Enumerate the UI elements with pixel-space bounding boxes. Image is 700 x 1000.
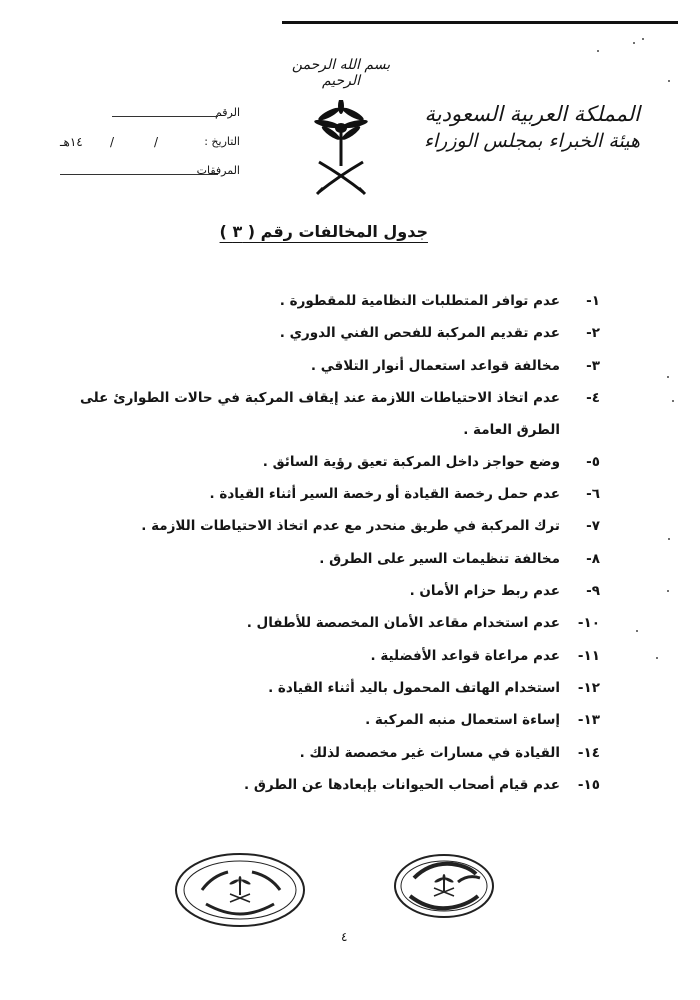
item-number: ١٢- bbox=[577, 679, 600, 696]
bismillah: بسم الله الرحمن الرحيم bbox=[291, 57, 391, 89]
organization-name bbox=[424, 100, 640, 154]
scan-speck bbox=[633, 42, 635, 44]
reference-block bbox=[60, 106, 240, 193]
violation-item bbox=[80, 510, 600, 542]
item-number: ٩- bbox=[586, 583, 600, 600]
item-text: استخدام الهاتف المحمول باليد أثناء القيادة . bbox=[268, 679, 560, 696]
item-text: عدم توافر المتطلبات النظامية للمقطورة . bbox=[279, 293, 560, 309]
scan-speck bbox=[668, 80, 670, 82]
item-number: ١٥- bbox=[577, 776, 600, 793]
item-number: ٥- bbox=[586, 453, 600, 470]
violation-item bbox=[80, 543, 600, 575]
violation-item bbox=[80, 575, 600, 607]
item-number: ١- bbox=[586, 293, 600, 309]
item-text: عدم حمل رخصة القيادة أو رخصة السير أثناء القيادة . bbox=[209, 486, 560, 503]
table-title: جدول المخالفات رقم ( ٣ ) bbox=[219, 222, 428, 241]
item-text: عدم تقديم المركبة للفحص الفني الدوري . bbox=[279, 325, 560, 342]
violation-item bbox=[80, 769, 600, 801]
date-label: التاريخ : bbox=[204, 135, 240, 148]
scan-speck bbox=[656, 657, 658, 659]
reference-blank bbox=[112, 116, 218, 117]
date-year: ١٤هـ bbox=[60, 135, 83, 149]
item-number: ١٤- bbox=[577, 744, 600, 761]
item-number: ١١- bbox=[577, 647, 600, 664]
seal-stamp bbox=[172, 850, 308, 930]
scan-speck bbox=[672, 400, 674, 402]
item-number: ٢- bbox=[586, 325, 600, 342]
date-separator: / bbox=[154, 135, 159, 149]
item-number: ٣- bbox=[586, 357, 600, 374]
attachments-blank bbox=[60, 174, 218, 175]
violation-item bbox=[80, 672, 600, 704]
scan-speck bbox=[667, 590, 669, 592]
page-number: ٤ bbox=[341, 930, 348, 944]
scan-speck bbox=[642, 38, 644, 40]
item-number: ٤- bbox=[586, 389, 600, 406]
violation-item bbox=[80, 350, 600, 382]
violation-item bbox=[80, 382, 600, 446]
violation-item bbox=[80, 478, 600, 510]
agency-name: هيئة الخبراء بمجلس الوزراء bbox=[423, 130, 640, 152]
attachments-label: المرفقات bbox=[196, 164, 240, 177]
item-text: عدم ربط حزام الأمان . bbox=[409, 583, 560, 600]
reference-row bbox=[60, 106, 240, 135]
item-text: عدم قيام أصحاب الحيوانات بإبعادها عن الطرق . bbox=[244, 776, 560, 793]
date-row bbox=[60, 135, 240, 164]
violation-item bbox=[80, 446, 600, 478]
reference-label: الرقم bbox=[214, 106, 240, 119]
violation-item bbox=[80, 704, 600, 736]
scan-speck bbox=[636, 630, 638, 632]
item-number: ٦- bbox=[586, 486, 600, 503]
item-text: مخالفة تنظيمات السير على الطرق . bbox=[319, 550, 560, 567]
item-text: وضع حواجز داخل المركبة تعيق رؤية السائق . bbox=[262, 453, 560, 470]
scan-speck bbox=[667, 376, 669, 378]
violation-item bbox=[80, 640, 600, 672]
item-number: ٨- bbox=[586, 550, 600, 567]
item-number: ٧- bbox=[586, 518, 600, 535]
violation-item bbox=[80, 285, 600, 317]
date-separator: / bbox=[110, 135, 115, 149]
item-text: ترك المركبة في طريق منحدر مع عدم اتخاذ الاحتياطات اللازمة . bbox=[141, 518, 560, 535]
violation-item bbox=[80, 607, 600, 639]
top-rule bbox=[282, 21, 678, 24]
violation-item bbox=[80, 737, 600, 769]
violations-list bbox=[80, 285, 600, 801]
country-name: المملكة العربية السعودية bbox=[424, 102, 640, 126]
attachments-row bbox=[60, 164, 240, 193]
item-text: إساءة استعمال منبه المركبة . bbox=[365, 712, 560, 729]
item-text: مخالفة قواعد استعمال أنوار التلاقي . bbox=[310, 357, 560, 374]
item-number: ١٣- bbox=[577, 712, 600, 729]
item-text: عدم اتخاذ الاحتياطات اللازمة عند إيقاف المركبة في حالات الطوارئ على الطرق العامة . bbox=[80, 389, 560, 438]
emblem-icon bbox=[313, 100, 369, 198]
item-text: عدم استخدام مقاعد الأمان المخصصة للأطفال . bbox=[246, 615, 560, 632]
item-text: عدم مراعاة قواعد الأفضلية . bbox=[370, 647, 560, 664]
item-number: ١٠- bbox=[577, 615, 600, 632]
scan-speck bbox=[597, 50, 599, 52]
scan-speck bbox=[668, 538, 670, 540]
seal-stamp bbox=[392, 852, 496, 920]
item-text: القيادة في مسارات غير مخصصة لذلك . bbox=[299, 744, 560, 761]
violation-item bbox=[80, 317, 600, 349]
